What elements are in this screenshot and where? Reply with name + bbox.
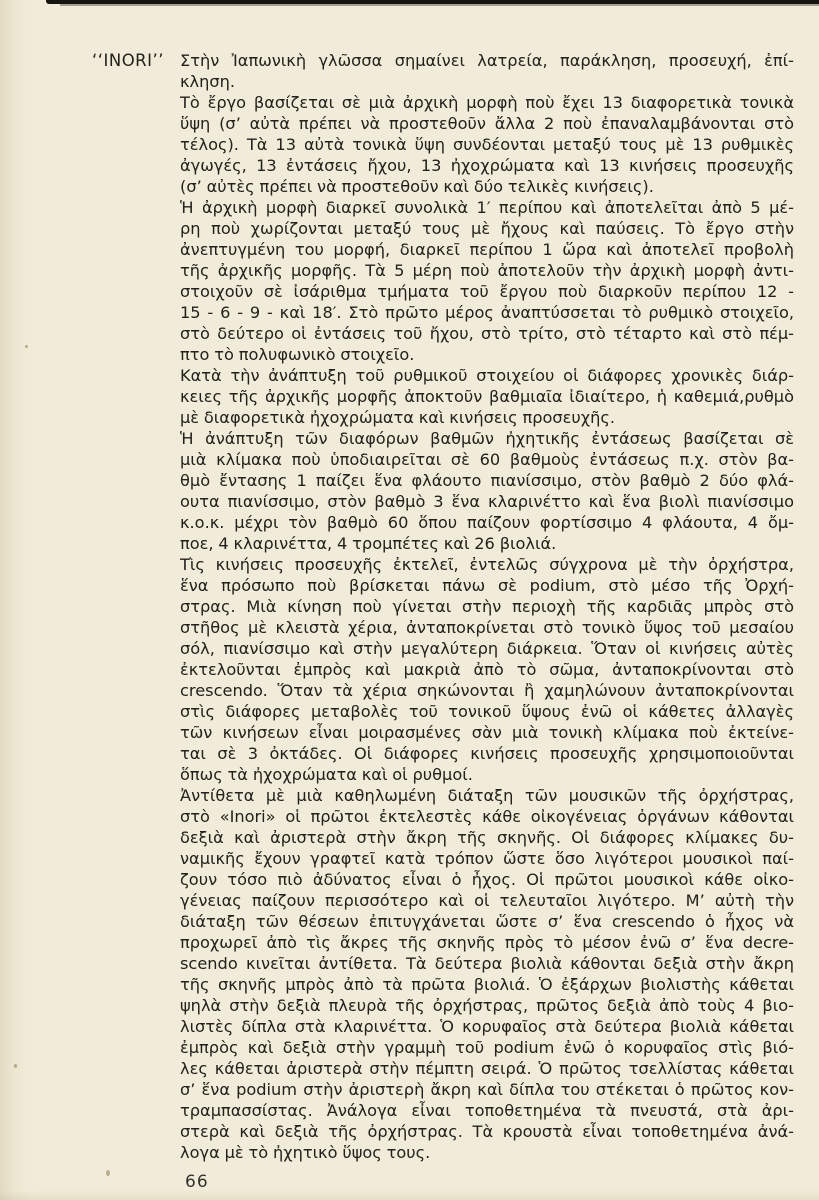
text-line: Τὶς κινήσεις προσευχῆς ἐκτελεῖ, ἐντελῶς σύγχρονα μὲ τὴν ὀρχήστρα, — [180, 555, 794, 574]
text-line: στρας. Μιὰ κίνηση ποὺ γίνεται στὴν περιοχὴ τῆς καρδιᾶς μπρὸς στὸ — [180, 597, 794, 616]
text-line: λογα μὲ τὸ ἠχητικὸ ὕψος τους. — [180, 1143, 431, 1162]
text-line: δεξιὰ καὶ ἀριστερὰ στὴν ἄκρη τῆς σκηνῆς. Οἱ διάφορες κλίμακες δυ- — [180, 828, 794, 847]
text-line: σ’ ἕνα podium στὴν ἀριστερὴ ἄκρη καὶ δίπλα του στέκεται ὁ πρῶτος κον- — [180, 1080, 794, 1099]
text-line: ζουν τόσο πιὸ ἀδύνατος εἶναι ὁ ἦχος. Οἱ πρῶτοι μουσικοὶ κάθε οἰκο- — [180, 870, 794, 889]
work-title-label: ‘‘INORI’’ — [92, 51, 165, 70]
text-line: ἀνεπτυγμένη του μορφή, διαρκεῖ περίπου 1 ὥρα καὶ ἀποτελεῖ προβολὴ — [180, 240, 794, 259]
text-line: στοιχοῦν σὲ ἰσάριθμα τμήματα τοῦ ἔργου ποὺ διαρκοῦν περίπου 12 - — [180, 282, 794, 301]
text-line: πτο τὸ πολυφωνικὸ στοιχεῖο. — [180, 345, 415, 364]
text-line: μιὰ κλίμακα ποὺ ὑποδιαιρεῖται σὲ 60 βαθμοὺς ἐντάσεως π.χ. στὸν βα- — [180, 450, 794, 469]
text-line: λες κάθεται ἀριστερὰ στὴν πέμπτη σειρά. Ὁ πρῶτος τσελλίστας κάθεται — [180, 1059, 794, 1078]
text-line: ἐμπρὸς καὶ δεξιὰ στὴν γραμμὴ τοῦ podium ἐνῶ ὁ κορυφαῖος στὶς βιό- — [180, 1038, 794, 1057]
text-line: τέλος). Τὰ 13 αὐτὰ τονικὰ ὕψη συνδέονται μεταξύ τους μὲ 13 ρυθμικὲς — [180, 135, 794, 154]
text-line: ποε, 4 κλαρινέττα, 4 τρομπέτες καὶ 26 βιολιά. — [180, 534, 557, 553]
text-line: διάταξη τῶν θέσεων ἐπιτυγχάνεται ὥστε σ’ ἕνα crescendo ὁ ἦχος νὰ — [180, 912, 794, 931]
text-line: Ἀντίθετα μὲ μιὰ καθηλωμένη διάταξη τῶν μουσικῶν τῆς ὀρχήστρας, — [180, 786, 794, 805]
text-line: λιστὲς δίπλα στὰ κλαρινέττα. Ὁ κορυφαῖος στὰ δεύτερα βιολιὰ κάθεται — [180, 1017, 794, 1036]
text-line: ουτα πιανίσσιμο, στὸν βαθμὸ 3 ἕνα κλαρινέττο καὶ ἕνα βιολὶ πιανίσσιμο — [180, 492, 794, 511]
text-line: ἀγωγές, 13 ἐντάσεις ἤχου, 13 ἠχοχρώματα καὶ 13 κινήσεις προσευχῆς — [180, 156, 794, 175]
text-line: κ.ο.κ. μέχρι τὸν βαθμὸ 60 ὅπου παίζουν φορτίσσιμο 4 φλάουτα, 4 ὄμ- — [180, 513, 794, 532]
text-line: στῆθος μὲ κλειστὰ χέρια, ἀνταποκρίνεται στὸ τονικὸ ὕψος τοῦ μεσαίου — [180, 618, 794, 637]
text-line: μὲ διαφορετικὰ ἠχοχρώματα καὶ κινήσεις προσευχῆς. — [180, 408, 616, 427]
text-line: στὶς διάφορες μεταβολὲς τοῦ τονικοῦ ὕψους ἐνῶ οἱ κάθετες ἀλλαγὲς — [180, 702, 794, 721]
text-line: γένειας παίζουν περισσότερο καὶ οἱ τελευταῖοι λιγότερο. Μ’ αὐτὴ τὴν — [180, 891, 794, 910]
text-line: 15 - 6 - 9 - καὶ 18′. Στὸ πρῶτο μέρος ἀναπτύσσεται τὸ ρυθμικὸ στοιχεῖο, — [180, 303, 794, 322]
text-line: Κατὰ τὴν ἀνάπτυξη τοῦ ρυθμικοῦ στοιχείου οἱ διάφορες χρονικὲς διάρ- — [180, 366, 794, 385]
text-line: τῆς ἀρχικῆς μορφῆς. Τὰ 5 μέρη ποὺ ἀποτελοῦν τὴν ἀρχικὴ μορφὴ ἀντι- — [180, 261, 794, 280]
body-text-column — [180, 50, 794, 1163]
text-line: κειες τῆς ἀρχικῆς μορφῆς ἀποκτοῦν βαθμιαῖα ἰδιαίτερο, ἡ καθεμιά,ρυθμὸ — [180, 387, 794, 406]
text-line: προχωρεῖ ἀπὸ τὶς ἄκρες τῆς σκηνῆς πρὸς τὸ μέσον ἐνῶ σ’ ἕνα decre- — [180, 933, 794, 952]
text-line: σόλ, πιανίσσιμο καὶ στὴν μεγαλύτερη διάρκεια. Ὅταν οἱ κινήσεις αὐτὲς — [180, 639, 794, 658]
text-line: στὸ δεύτερο οἱ ἐντάσεις τοῦ ἤχου, στὸ τρίτο, στὸ τέταρτο καὶ στὸ πέμ- — [180, 324, 794, 343]
text-line: ἕνα πρόσωπο ποὺ βρίσκεται πάνω σὲ podium, στὸ μέσο τῆς Ὀρχή- — [180, 576, 794, 595]
text-line: Ἡ ἀρχικὴ μορφὴ διαρκεῖ συνολικὰ 1′ περίπου καὶ ἀποτελεῖται ἀπὸ 5 μέ- — [180, 198, 794, 217]
scan-speck — [106, 1170, 110, 1176]
text-line: τῆς σκηνῆς μπρὸς ἀπὸ τὰ πρῶτα βιολιά. Ὁ ἐξάρχων βιολιστὴς κάθεται — [180, 975, 794, 994]
text-line: ται σὲ 3 ὀκτάδες. Οἱ διάφορες κινήσεις προσευχῆς χρησιμοποιοῦνται — [180, 744, 794, 763]
text-line: στὸ «Inori» οἱ πρῶτοι ἐκτελεστὲς κάθε οἰκογένειας ὀργάνων κάθονται — [180, 807, 794, 826]
text-line: τραμπασσίστας. Ἀνάλογα εἶναι τοποθετημένα τὰ πνευστά, στὰ ἀρι- — [180, 1101, 794, 1120]
text-line: ἐκτελοῦνται ἐμπρὸς καὶ μακριὰ ἀπὸ τὸ σῶμα, ἀνταποκρίνονται στὸ — [180, 660, 794, 679]
text-line: θμὸ ἔντασης 1 παίζει ἕνα φλάουτο πιανίσσιμο, στὸν βαθμὸ 2 δύο φλά- — [180, 471, 794, 490]
text-line: ὅπως τὰ ἠχοχρώματα καὶ οἱ ρυθμοί. — [180, 765, 473, 784]
text-line: crescendo. Ὅταν τὰ χέρια σηκώνονται ἢ χαμηλώνουν ἀνταποκρίνονται — [180, 681, 794, 700]
scan-edge-top-shadow — [60, 4, 819, 6]
text-line: κληση. — [180, 72, 236, 91]
text-line: ψηλὰ στὴν δεξιὰ πλευρὰ τῆς ὀρχήστρας, πρῶτος δεξιὰ ἀπὸ τοὺς 4 βιο- — [180, 996, 794, 1015]
scan-speck — [25, 345, 28, 348]
text-line: (σ’ αὐτὲς πρέπει νὰ προστεθοῦν καὶ δύο τελικὲς κινήσεις). — [180, 177, 654, 196]
text-line: ὕψη (σ’ αὐτὰ πρέπει νὰ προστεθοῦν ἄλλα 2 ποὺ ἐπαναλαμβάνονται στὸ — [180, 114, 794, 133]
text-line: scendo κινεῖται ἀντίθετα. Τὰ δεύτερα βιολιὰ κάθονται δεξιὰ στὴν ἄκρη — [180, 954, 794, 973]
text-line: τῶν κινήσεων εἶναι μοιρασμένες σὰν μιὰ τονικὴ κλίμακα ποὺ ἐκτείνε- — [180, 723, 794, 742]
text-line: ρη ποὺ χωρίζονται μεταξύ τους μὲ ἤχους καὶ παύσεις. Τὸ ἔργο στὴν — [180, 219, 794, 238]
text-line: Ἡ ἀνάπτυξη τῶν διαφόρων βαθμῶν ἠχητικῆς ἐντάσεως βασίζεται σὲ — [180, 429, 794, 448]
text-line: στερὰ καὶ δεξιὰ τῆς ὀρχήστρας. Τὰ κρουστὰ εἶναι τοποθετημένα ἀνά- — [180, 1122, 794, 1141]
text-line: ναμικῆς ἔχουν γραφτεῖ κατὰ τρόπον ὥστε ὅσο λιγότεροι μουσικοὶ παί- — [180, 849, 794, 868]
scan-speck — [14, 1064, 17, 1068]
text-line: Τὸ ἔργο βασίζεται σὲ μιὰ ἀρχικὴ μορφὴ ποὺ ἔχει 13 διαφορετικὰ τονικὰ — [180, 93, 794, 112]
text-line: Στὴν Ἰαπωνικὴ γλῶσσα σημαίνει λατρεία, παράκληση, προσευχή, ἐπί- — [180, 51, 794, 70]
page-number: 66 — [185, 1172, 209, 1192]
